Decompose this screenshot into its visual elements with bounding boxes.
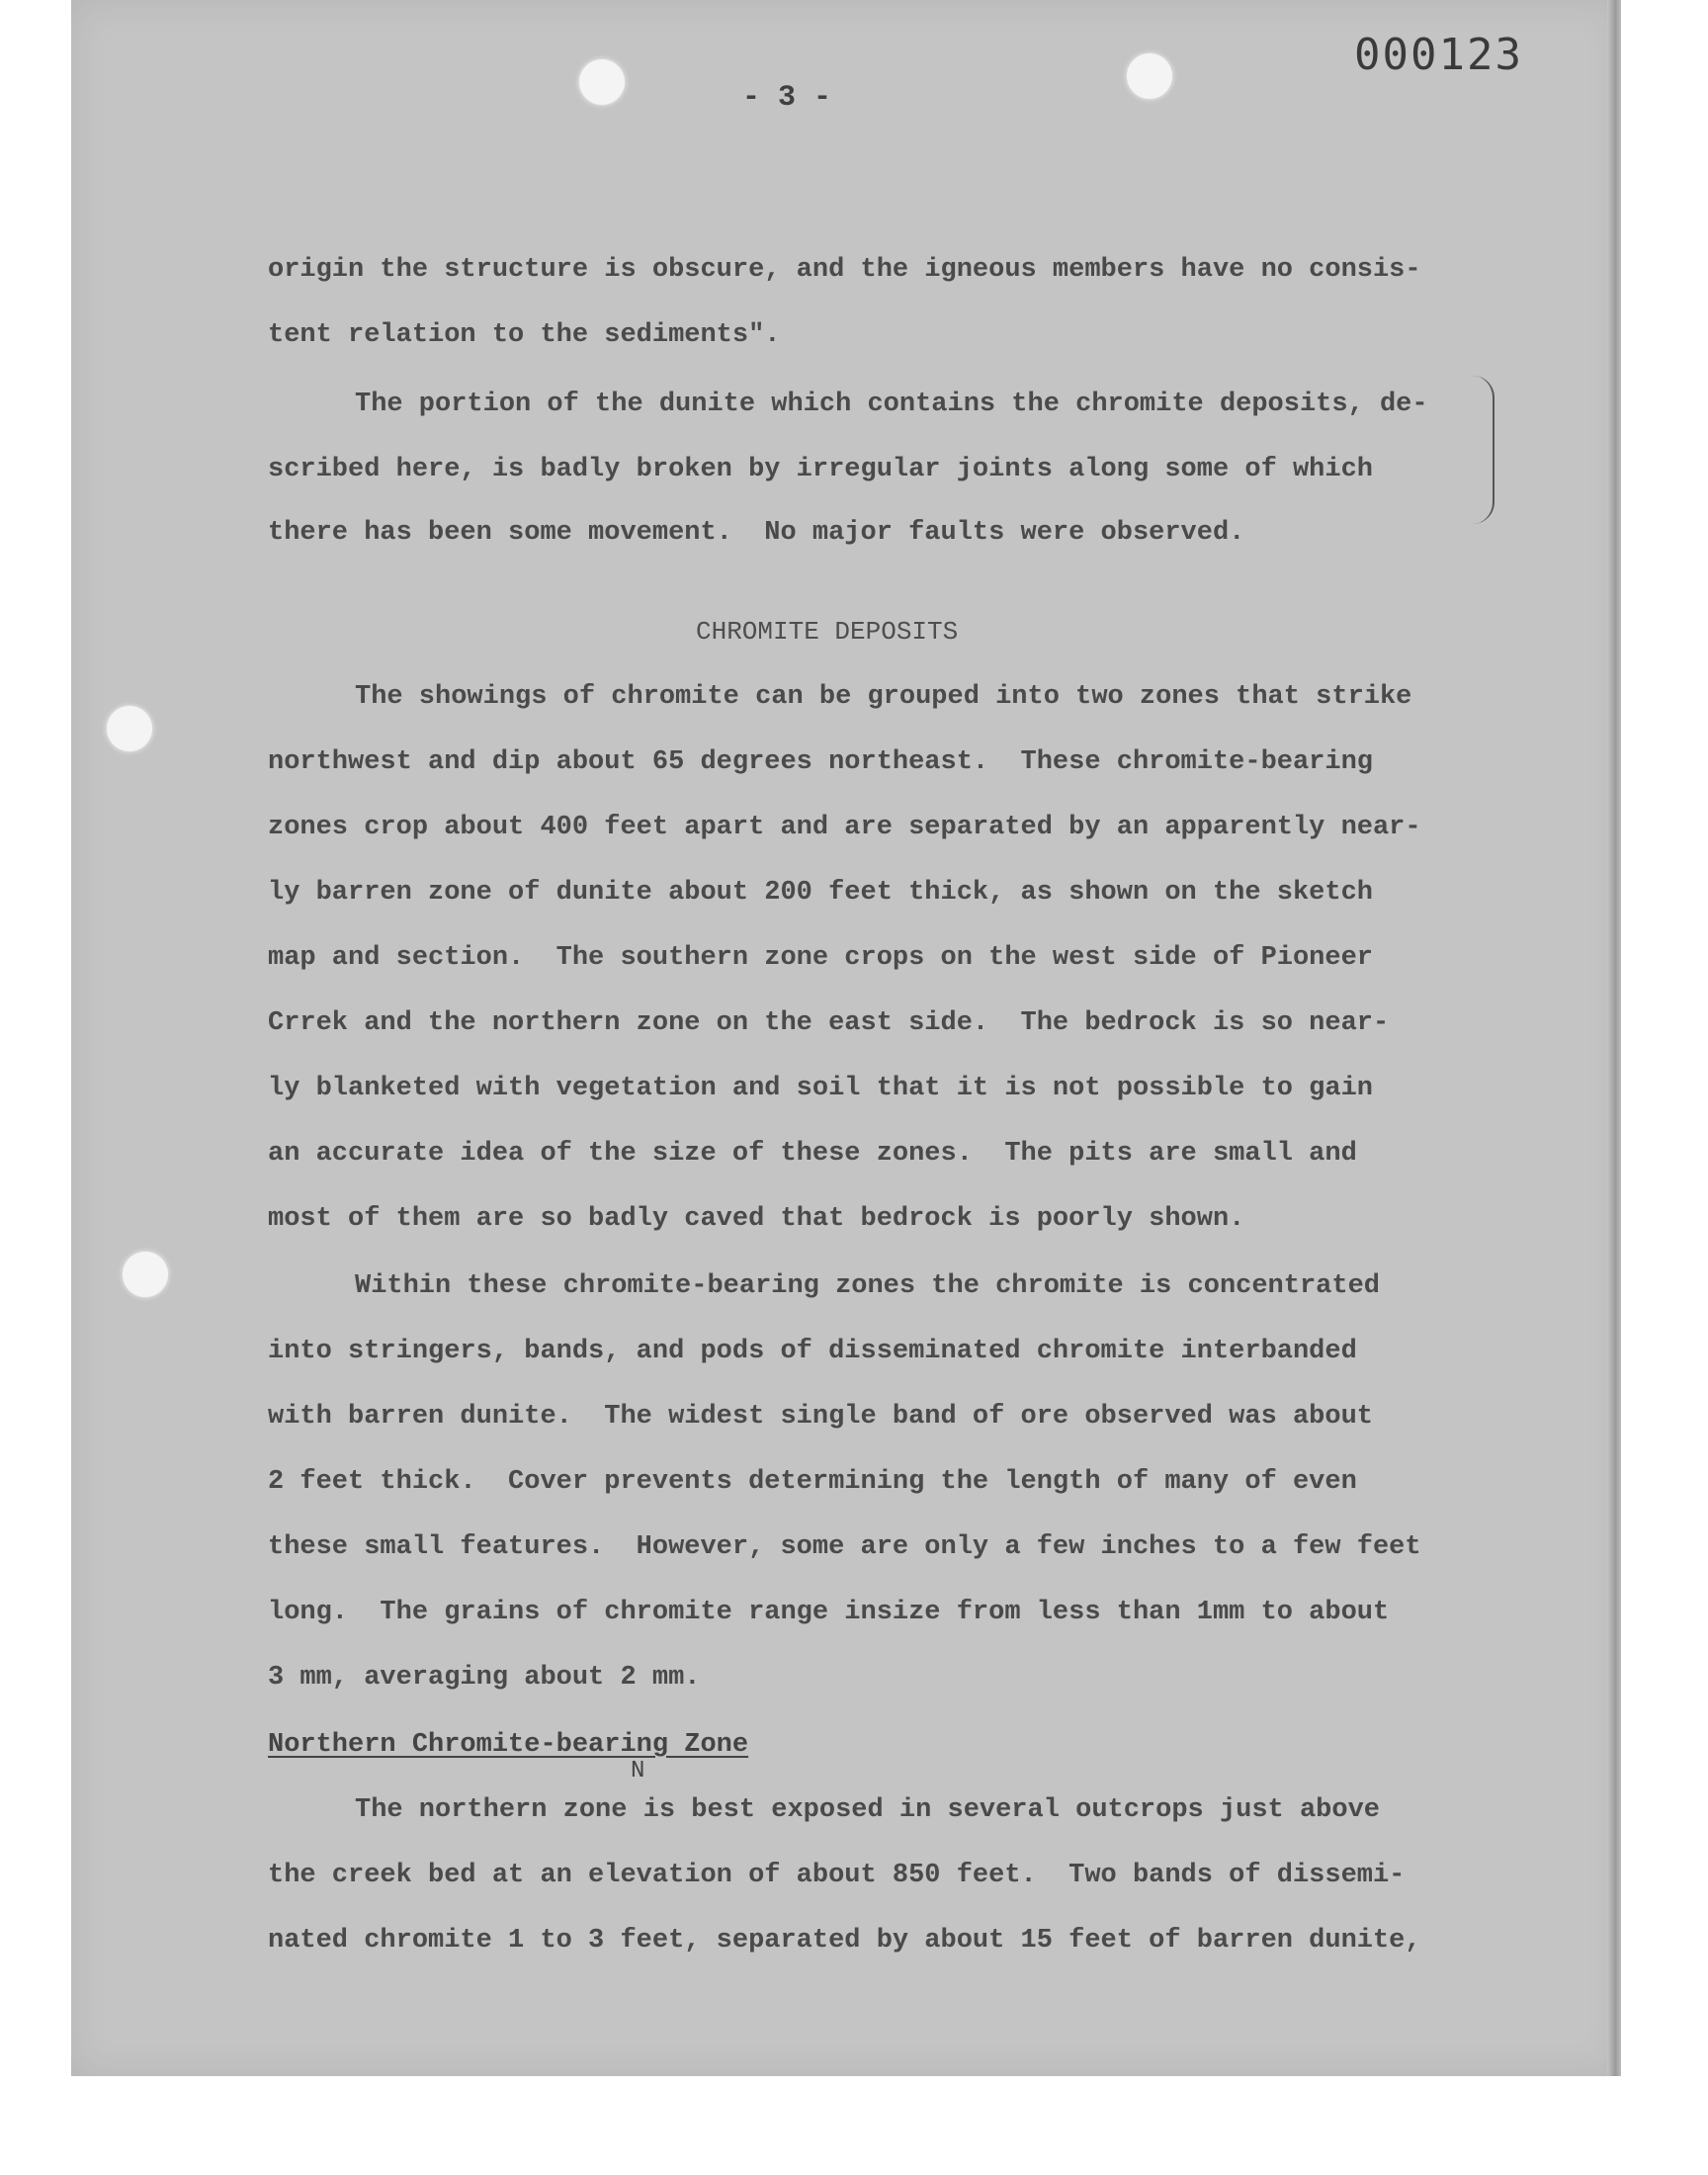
text-line: with barren dunite. The widest single band of ore observed was about [268,1402,1373,1432]
text-line: northwest and dip about 65 degrees northeast. These chromite-bearing [268,747,1373,777]
text-line: an accurate idea of the size of these zones. The pits are small and [268,1139,1357,1169]
text-line: tent relation to the sediments". [268,320,781,350]
text-line: most of them are so badly caved that bedrock is poorly shown. [268,1204,1245,1234]
text-line: scribed here, is badly broken by irregular joints along some of which [268,455,1373,484]
punch-hole-middle-left [107,706,152,751]
page-edge [1607,0,1621,2076]
text-line: Within these chromite-bearing zones the chromite is concentrated [355,1271,1380,1301]
text-line: these small features. However, some are only a few inches to a few feet [268,1532,1421,1562]
text-line: ly blanketed with vegetation and soil that it is not possible to gain [268,1074,1373,1103]
text-line: origin the structure is obscure, and the igneous members have no consis- [268,255,1421,285]
text-line: The showings of chromite can be grouped into two zones that strike [355,682,1412,712]
section-heading: CHROMITE DEPOSITS [696,617,959,647]
page-number: - 3 - [741,81,831,115]
text-line: there has been some movement. No major faults were observed. [268,518,1245,548]
text-line: nated chromite 1 to 3 feet, separated by about 15 feet of barren dunite, [268,1926,1421,1956]
punch-hole-top-right [1127,53,1172,99]
punch-hole-top-left [579,59,625,105]
text-line: 3 mm, averaging about 2 mm. [268,1663,701,1693]
text-line: long. The grains of chromite range insize from less than 1mm to about [268,1598,1390,1627]
text-line: zones crop about 400 feet apart and are separated by an apparently near- [268,813,1421,842]
document-number: 000123 [1354,30,1523,80]
text-line: ly barren zone of dunite about 200 feet thick, as shown on the sketch [268,878,1373,908]
text-line: The northern zone is best exposed in several outcrops just above [355,1795,1380,1825]
document-page [71,0,1621,2076]
subsection-heading: Northern Chromite-bearing Zone [268,1730,749,1760]
text-line: into stringers, bands, and pods of disseminated chromite interbanded [268,1337,1357,1366]
margin-brace-mark [1473,376,1494,524]
text-line: map and section. The southern zone crops on the west side of Pioneer [268,943,1373,973]
punch-hole-lower-left [123,1252,168,1297]
text-line: Crrek and the northern zone on the east side. The bedrock is so near- [268,1008,1390,1038]
text-line: the creek bed at an elevation of about 850 feet. Two bands of dissemi- [268,1861,1406,1890]
text-line: 2 feet thick. Cover prevents determining the length of many of even [268,1467,1357,1497]
text-line: The portion of the dunite which contains the chromite deposits, de- [355,390,1428,419]
handwritten-mark: N [631,1758,645,1784]
